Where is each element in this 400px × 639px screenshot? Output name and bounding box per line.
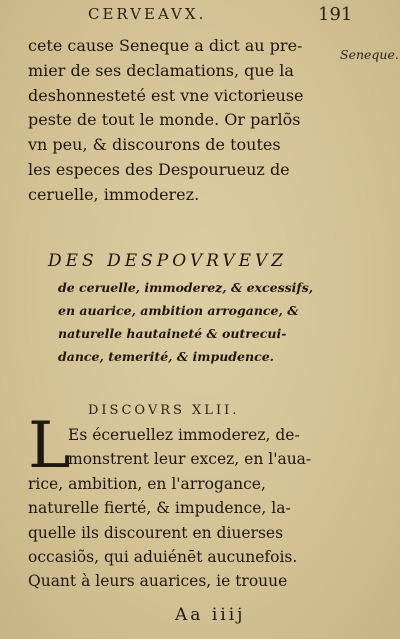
chapter-line: occasiõs, qui aduiénēt aucunefois. [28, 548, 298, 567]
subtitle-line: en auarice, ambition arrogance, & [58, 303, 299, 318]
paragraph-line: peste de tout le monde. Or parlõs [28, 110, 301, 130]
chapter-line: Es éceruellez immoderez, de- [68, 426, 300, 444]
margin-note: Seneque. [340, 47, 399, 62]
paragraph-line: mier de ses declamations, que la [28, 60, 294, 80]
section-title: DES DESPOVRVEVZ [48, 251, 288, 271]
paragraph-line: ceruelle, immoderez. [28, 184, 200, 204]
paragraph-line: les especes des Despourueuz de [28, 159, 290, 179]
chapter-line: monstrent leur excez, en l'aua- [68, 450, 312, 469]
page-header [0, 3, 400, 29]
section-subtitle [58, 276, 348, 368]
chapter-line: Quant à leurs auarices, ie trouue [28, 572, 288, 591]
subtitle-line: de ceruelle, immoderez, & excessifs, [58, 280, 314, 295]
paragraph-line: deshonnesteté est vne victorieuse [28, 85, 304, 105]
chapter-line: naturelle fierté, & impudence, la- [28, 499, 291, 518]
paragraph-line: vn peu, & discourons de toutes [28, 135, 281, 155]
running-head: CERVEAVX. [88, 5, 207, 23]
chapter-paragraph [28, 423, 348, 594]
subtitle-line: dance, temerité, & impudence. [58, 349, 275, 364]
signature-mark: Aa iiij [175, 605, 246, 625]
drop-cap: L [28, 409, 71, 483]
paragraph-line: cete cause Seneque a dict au pre- [28, 36, 303, 55]
chapter-line: rice, ambition, en l'arrogance, [28, 474, 266, 493]
discourse-heading: DISCOVRS XLII. [88, 403, 240, 418]
opening-paragraph [28, 34, 346, 208]
chapter-line: quelle ils discourent en diuerses [28, 523, 284, 542]
page-number: 191 [318, 4, 353, 25]
subtitle-line: naturelle hautaineté & outrecui- [58, 326, 287, 341]
